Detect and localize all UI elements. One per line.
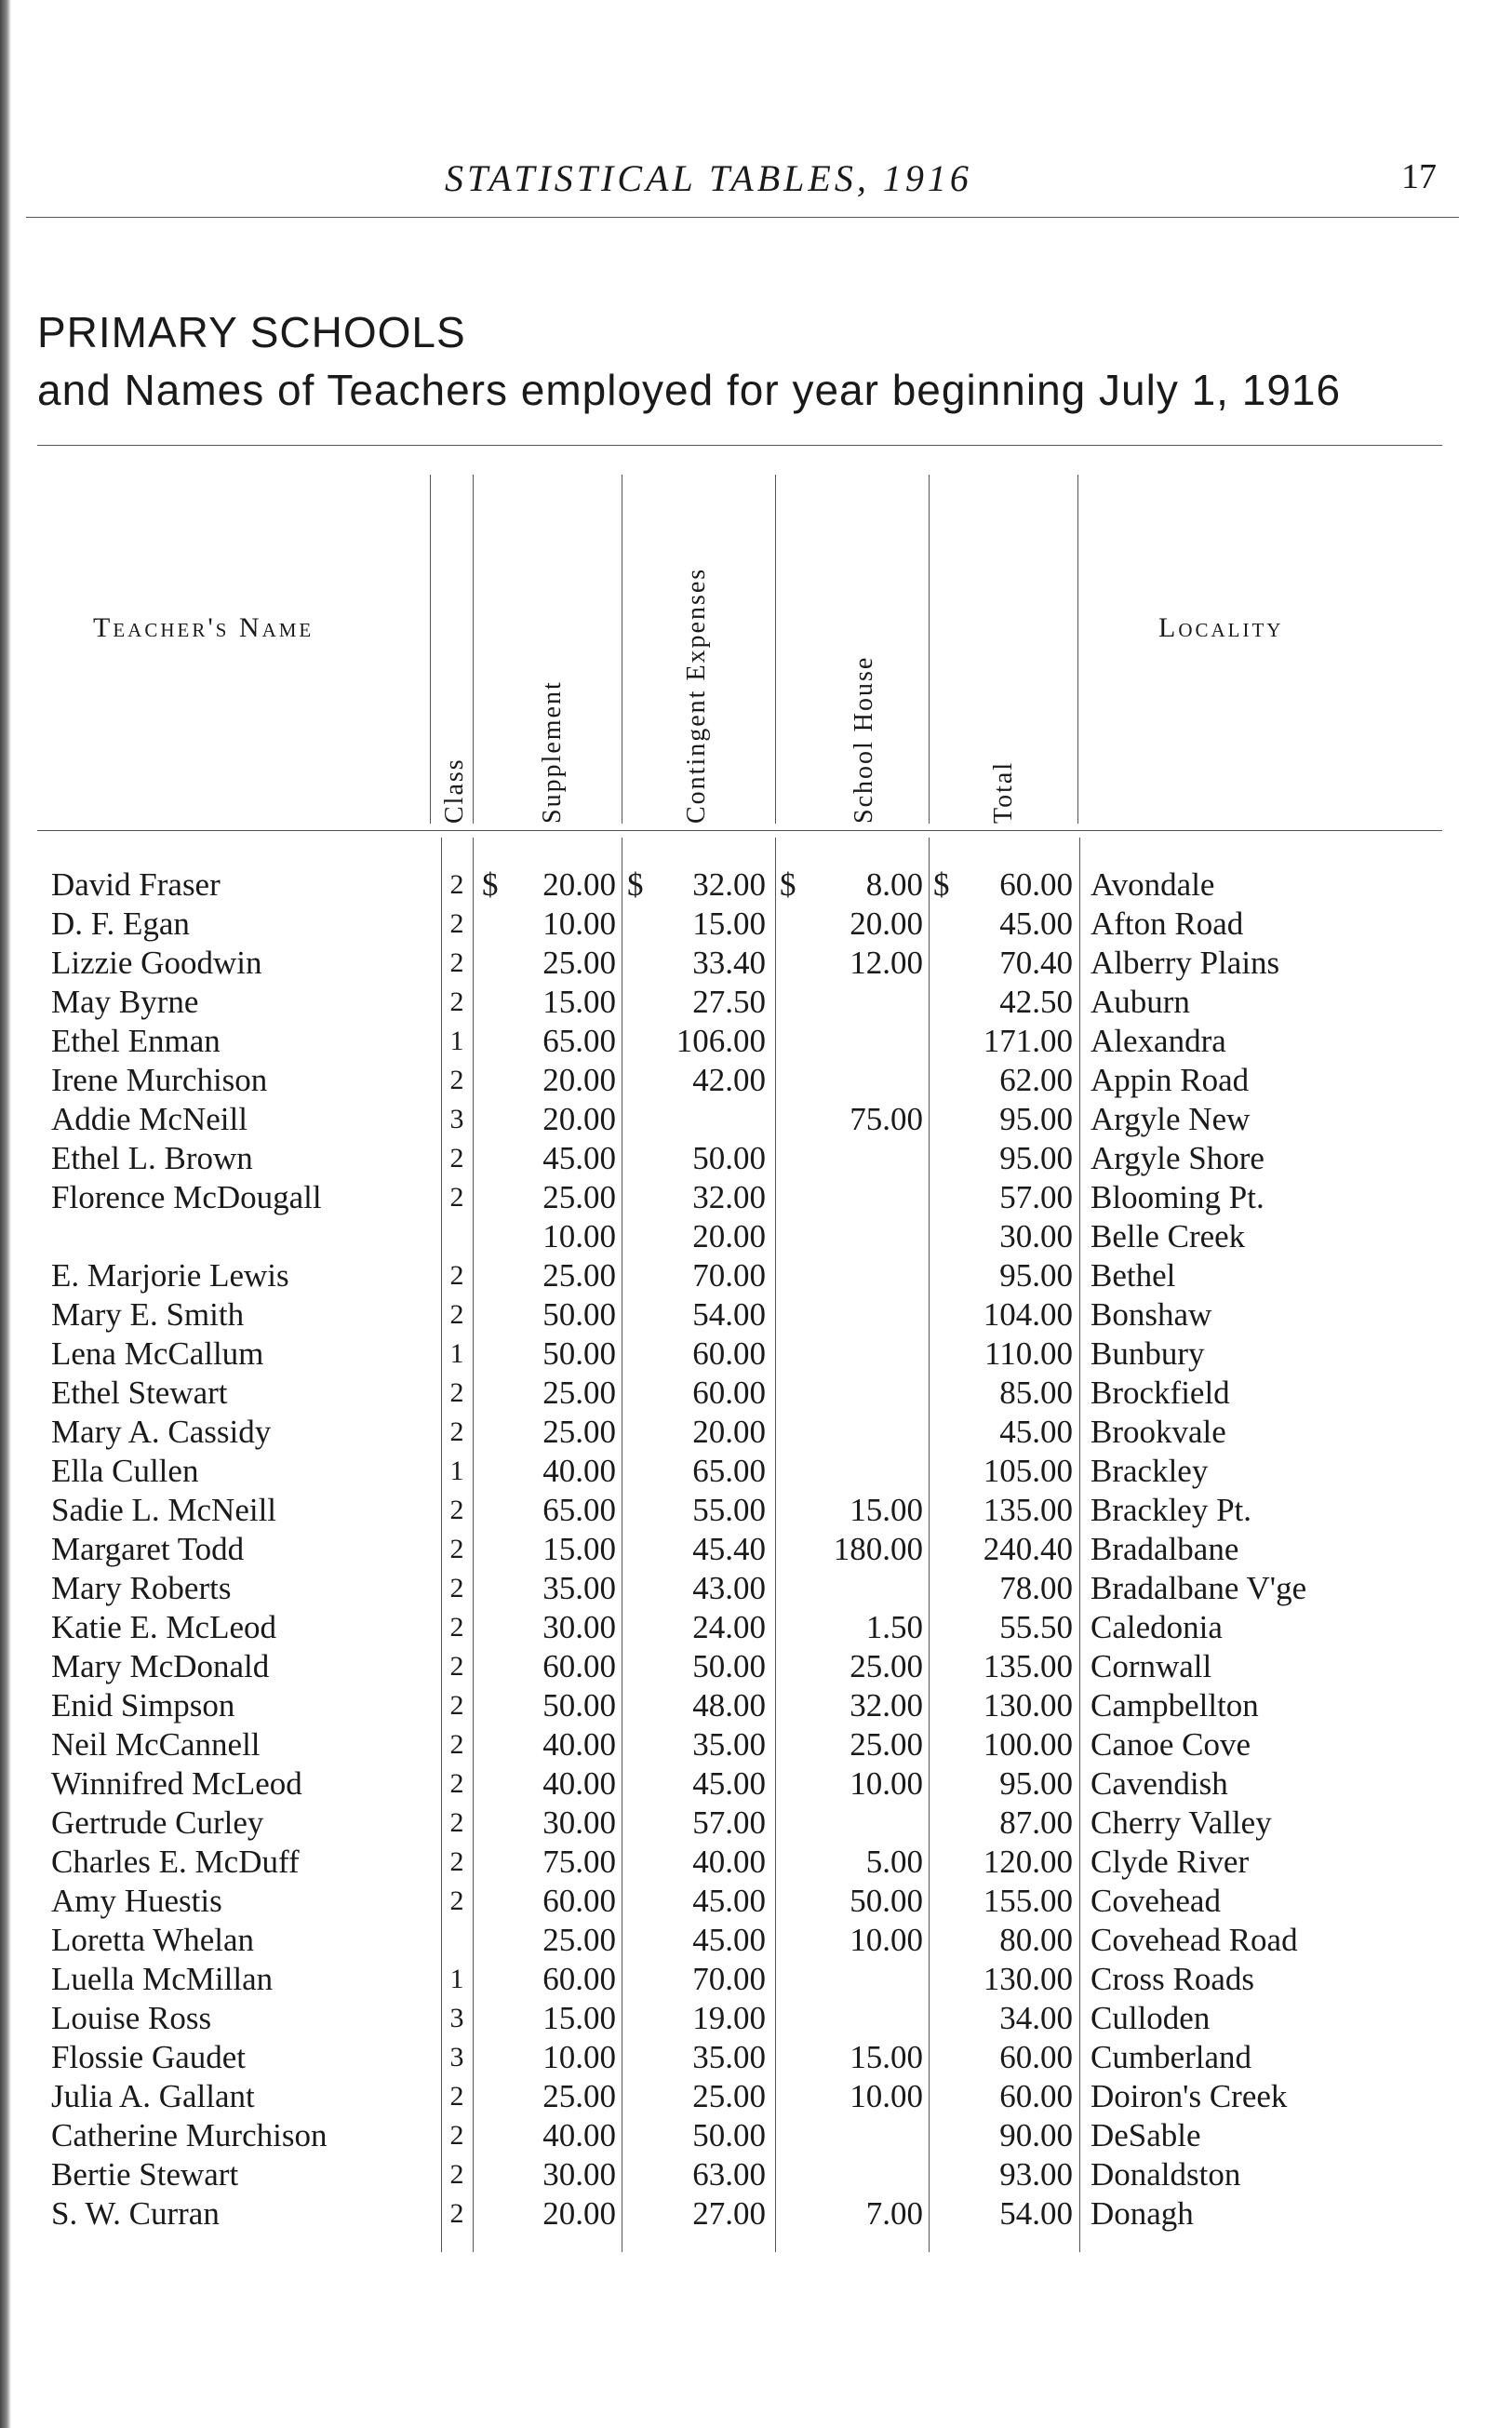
locality-cell: Alexandra	[1091, 1023, 1226, 1059]
teacher-name-cell: Catherine Murchison	[51, 2117, 328, 2153]
locality-cell: Alberry Plains	[1091, 945, 1280, 981]
class-cell: 1	[449, 1338, 464, 1369]
class-cell: 2	[449, 1573, 464, 1603]
locality-cell: Appin Road	[1091, 1062, 1250, 1098]
supplement-cell: 30.00	[542, 2156, 616, 2193]
header-divider	[1077, 475, 1078, 824]
header-teacher-name: Teacher's Name	[93, 612, 314, 643]
header-total: Total	[989, 760, 1018, 824]
supplement-cell: 25.00	[542, 2078, 616, 2114]
header-divider	[430, 475, 431, 824]
teacher-name-cell: Mary E. Smith	[51, 1296, 245, 1333]
table-row	[0, 1295, 1512, 1335]
teacher-name-cell: Loretta Whelan	[51, 1922, 254, 1958]
locality-cell: Bunbury	[1091, 1335, 1205, 1372]
locality-cell: Brockfield	[1091, 1375, 1230, 1411]
contingent-cell: 20.00	[692, 1414, 766, 1450]
class-cell: 2	[449, 1495, 464, 1525]
supplement-cell: 15.00	[542, 984, 616, 1020]
school-house-cell: 32.00	[850, 1687, 923, 1724]
class-cell: 2	[449, 1260, 464, 1291]
supplement-cell: 35.00	[542, 1570, 616, 1606]
supplement-cell: 20.00	[542, 866, 616, 903]
header-school-house: School House	[850, 655, 878, 824]
section-subtitle: and Names of Teachers employed for year beginning July 1, 1916	[37, 366, 1342, 414]
class-cell: 2	[449, 2081, 464, 2112]
class-cell: 3	[449, 2042, 464, 2073]
supplement-cell: 10.00	[542, 2039, 616, 2075]
class-cell: 2	[449, 947, 464, 978]
teacher-name-cell: David Fraser	[51, 866, 221, 903]
locality-cell: Brookvale	[1091, 1414, 1226, 1450]
contingent-cell: 27.50	[692, 984, 766, 1020]
supplement-cell: 40.00	[542, 1726, 616, 1763]
class-cell: 2	[449, 1729, 464, 1760]
supplement-cell: 10.00	[542, 1218, 616, 1254]
header-divider	[929, 475, 930, 824]
total-cell: 85.00	[999, 1375, 1073, 1411]
teacher-name-cell: Amy Huestis	[51, 1883, 222, 1919]
total-cell: 78.00	[999, 1570, 1073, 1606]
locality-cell: Afton Road	[1091, 905, 1244, 942]
table-row	[0, 1882, 1512, 1921]
teacher-name-cell: Ethel Enman	[51, 1023, 221, 1059]
total-cell: 90.00	[999, 2117, 1073, 2153]
teacher-name-cell: Addie McNeill	[51, 1101, 248, 1137]
total-cell: 93.00	[999, 2156, 1073, 2193]
running-head	[0, 156, 1512, 203]
contingent-cell: 45.00	[692, 1765, 766, 1802]
school-house-cell: 20.00	[850, 905, 923, 942]
table-row	[0, 1217, 1512, 1256]
locality-cell: Belle Creek	[1091, 1218, 1246, 1254]
contingent-cell: 42.00	[692, 1062, 766, 1098]
contingent-cell: 27.00	[692, 2195, 766, 2232]
teacher-name-cell: Lena McCallum	[51, 1335, 264, 1372]
table-row	[0, 1569, 1512, 1608]
supplement-cell: 75.00	[542, 1844, 616, 1880]
table-row	[0, 1960, 1512, 1999]
class-cell: 1	[449, 1455, 464, 1486]
locality-cell: DeSable	[1091, 2117, 1201, 2153]
school-house-cell: 7.00	[865, 2195, 923, 2232]
locality-cell: Bradalbane	[1091, 1531, 1239, 1567]
teacher-name-cell: Ethel Stewart	[51, 1375, 228, 1411]
table-row	[0, 1999, 1512, 2038]
total-cell: 60.00	[999, 866, 1073, 903]
contingent-cell: 65.00	[692, 1453, 766, 1489]
contingent-cell: 54.00	[692, 1296, 766, 1333]
supplement-cell: 40.00	[542, 1765, 616, 1802]
table-row	[0, 1804, 1512, 1843]
supplement-cell: 10.00	[542, 905, 616, 942]
locality-cell: Canoe Cove	[1091, 1726, 1251, 1763]
header-supplement: Supplement	[538, 680, 567, 824]
teacher-name-cell: Margaret Todd	[51, 1531, 245, 1567]
class-cell: 2	[449, 1768, 464, 1799]
locality-cell: Bradalbane V'ge	[1091, 1570, 1307, 1606]
contingent-currency-symbol: $	[627, 866, 644, 903]
supplement-cell: 25.00	[542, 1375, 616, 1411]
contingent-cell: 70.00	[692, 1257, 766, 1294]
total-cell: 155.00	[983, 1883, 1073, 1919]
locality-cell: Donaldston	[1091, 2156, 1241, 2193]
locality-cell: Cornwall	[1091, 1648, 1212, 1684]
teacher-name-cell: Winnifred McLeod	[51, 1765, 302, 1802]
school-house-cell: 15.00	[850, 1492, 923, 1528]
total-cell: 110.00	[984, 1335, 1073, 1372]
total-cell: 95.00	[999, 1257, 1073, 1294]
teacher-name-cell: Irene Murchison	[51, 1062, 268, 1098]
contingent-cell: 33.40	[692, 945, 766, 981]
total-cell: 135.00	[983, 1492, 1073, 1528]
table-row	[0, 1647, 1512, 1686]
locality-cell: Blooming Pt.	[1091, 1179, 1264, 1215]
table-row	[0, 1100, 1512, 1139]
contingent-cell: 40.00	[692, 1844, 766, 1880]
teacher-name-cell: Julia A. Gallant	[51, 2078, 255, 2114]
supplement-cell: 50.00	[542, 1687, 616, 1724]
supplement-cell: 50.00	[542, 1335, 616, 1372]
header-locality: Locality	[1158, 612, 1284, 643]
total-cell: 95.00	[999, 1765, 1073, 1802]
school-house-cell: 1.50	[865, 1609, 923, 1645]
teacher-name-cell: Florence McDougall	[51, 1179, 322, 1215]
contingent-cell: 50.00	[692, 2117, 766, 2153]
total-cell: 130.00	[983, 1961, 1073, 1997]
class-cell: 2	[449, 1690, 464, 1721]
contingent-cell: 60.00	[692, 1335, 766, 1372]
total-cell: 34.00	[999, 2000, 1073, 2036]
class-cell: 2	[449, 2159, 464, 2190]
total-cell: 95.00	[999, 1140, 1073, 1176]
teacher-name-cell: May Byrne	[51, 984, 199, 1020]
contingent-cell: 25.00	[692, 2078, 766, 2114]
class-cell: 2	[449, 2198, 464, 2229]
class-cell: 2	[449, 1612, 464, 1643]
table-row	[0, 1530, 1512, 1569]
supplement-currency-symbol: $	[482, 866, 499, 903]
teacher-name-cell: E. Marjorie Lewis	[51, 1257, 289, 1294]
locality-cell: Brackley Pt.	[1091, 1492, 1252, 1528]
total-cell: 45.00	[999, 905, 1073, 942]
locality-cell: Argyle New	[1091, 1101, 1251, 1137]
school-house-cell: 15.00	[850, 2039, 923, 2075]
class-cell: 2	[449, 1065, 464, 1095]
supplement-cell: 60.00	[542, 1648, 616, 1684]
table-row	[0, 1413, 1512, 1452]
locality-cell: Cherry Valley	[1091, 1804, 1272, 1841]
supplement-cell: 45.00	[542, 1140, 616, 1176]
teacher-name-cell: Louise Ross	[51, 2000, 212, 2036]
contingent-cell: 45.00	[692, 1883, 766, 1919]
supplement-cell: 25.00	[542, 1257, 616, 1294]
header-rule	[37, 830, 1442, 831]
teacher-name-cell: Enid Simpson	[51, 1687, 235, 1724]
school-house-cell: 8.00	[865, 866, 923, 903]
header-contingent-expenses: Contingent Expenses	[682, 567, 711, 824]
table-row	[0, 1764, 1512, 1804]
school-house-cell: 5.00	[865, 1844, 923, 1880]
total-cell: 55.50	[999, 1609, 1073, 1645]
table-row	[0, 1139, 1512, 1178]
total-cell: 57.00	[999, 1179, 1073, 1215]
contingent-cell: 48.00	[692, 1687, 766, 1724]
table-row	[0, 2116, 1512, 2155]
teacher-name-cell: Ella Cullen	[51, 1453, 199, 1489]
contingent-cell: 35.00	[692, 1726, 766, 1763]
teacher-name-cell: Sadie L. McNeill	[51, 1492, 277, 1528]
supplement-cell: 25.00	[542, 1179, 616, 1215]
contingent-cell: 57.00	[692, 1804, 766, 1841]
supplement-cell: 30.00	[542, 1804, 616, 1841]
section-title: PRIMARY SCHOOLS	[37, 308, 466, 356]
table-row	[0, 2038, 1512, 2077]
school-house-cell: 10.00	[850, 2078, 923, 2114]
supplement-cell: 60.00	[542, 1961, 616, 1997]
table-row	[0, 1491, 1512, 1530]
contingent-cell: 60.00	[692, 1375, 766, 1411]
total-cell: 60.00	[999, 2039, 1073, 2075]
total-cell: 80.00	[999, 1922, 1073, 1958]
class-cell: 2	[449, 986, 464, 1017]
table-row	[0, 905, 1512, 944]
class-cell: 2	[449, 1651, 464, 1682]
total-cell: 104.00	[983, 1296, 1073, 1333]
total-cell: 95.00	[999, 1101, 1073, 1137]
school-house-cell: 10.00	[850, 1765, 923, 1802]
total-cell: 100.00	[983, 1726, 1073, 1763]
contingent-cell: 106.00	[676, 1023, 766, 1059]
teacher-name-cell: Charles E. McDuff	[51, 1844, 300, 1880]
class-cell: 2	[449, 2120, 464, 2151]
table-row	[0, 1686, 1512, 1725]
contingent-cell: 50.00	[692, 1140, 766, 1176]
locality-cell: Cross Roads	[1091, 1961, 1254, 1997]
teacher-name-cell: Bertie Stewart	[51, 2156, 239, 2193]
total-cell: 60.00	[999, 2078, 1073, 2114]
teacher-name-cell: Mary McDonald	[51, 1648, 270, 1684]
total-cell: 240.40	[983, 1531, 1073, 1567]
supplement-cell: 20.00	[542, 1062, 616, 1098]
table-row	[0, 1178, 1512, 1217]
locality-cell: Bonshaw	[1091, 1296, 1212, 1333]
contingent-cell: 20.00	[692, 1218, 766, 1254]
school-house-currency-symbol: $	[780, 866, 796, 903]
class-cell: 3	[449, 2003, 464, 2033]
total-cell: 45.00	[999, 1414, 1073, 1450]
contingent-cell: 32.00	[692, 1179, 766, 1215]
supplement-cell: 60.00	[542, 1883, 616, 1919]
locality-cell: Clyde River	[1091, 1844, 1250, 1880]
class-cell: 1	[449, 1964, 464, 1994]
locality-cell: Brackley	[1091, 1453, 1209, 1489]
total-cell: 30.00	[999, 1218, 1073, 1254]
teacher-name-cell: Neil McCannell	[51, 1726, 261, 1763]
locality-cell: Covehead Road	[1091, 1922, 1298, 1958]
total-cell: 120.00	[983, 1844, 1073, 1880]
class-cell: 2	[449, 1534, 464, 1564]
teacher-name-cell: Katie E. McLeod	[51, 1609, 276, 1645]
contingent-cell: 43.00	[692, 1570, 766, 1606]
supplement-cell: 25.00	[542, 945, 616, 981]
teacher-name-cell: Mary A. Cassidy	[51, 1414, 272, 1450]
class-cell: 2	[449, 908, 464, 939]
supplement-cell: 25.00	[542, 1414, 616, 1450]
supplement-cell: 25.00	[542, 1922, 616, 1958]
table-row	[0, 1335, 1512, 1374]
teacher-name-cell: Gertrude Curley	[51, 1804, 264, 1841]
table-row	[0, 2077, 1512, 2116]
contingent-cell: 55.00	[692, 1492, 766, 1528]
teacher-name-cell: S. W. Curran	[51, 2195, 220, 2232]
locality-cell: Auburn	[1091, 984, 1190, 1020]
contingent-cell: 35.00	[692, 2039, 766, 2075]
total-cell: 130.00	[983, 1687, 1073, 1724]
locality-cell: Bethel	[1091, 1257, 1176, 1294]
locality-cell: Argyle Shore	[1091, 1140, 1264, 1176]
school-house-cell: 180.00	[833, 1531, 923, 1567]
table-row	[0, 1452, 1512, 1491]
table-row	[0, 1725, 1512, 1764]
contingent-cell: 70.00	[692, 1961, 766, 1997]
locality-cell: Donagh	[1091, 2195, 1194, 2232]
class-cell: 3	[449, 1104, 464, 1134]
table-row	[0, 1374, 1512, 1413]
locality-cell: Covehead	[1091, 1883, 1221, 1919]
page-number: 17	[1401, 157, 1437, 196]
school-house-cell: 25.00	[850, 1648, 923, 1684]
table-row	[0, 2155, 1512, 2194]
class-cell: 2	[449, 1416, 464, 1447]
supplement-cell: 40.00	[542, 2117, 616, 2153]
teacher-name-cell: Flossie Gaudet	[51, 2039, 247, 2075]
school-house-cell: 12.00	[850, 945, 923, 981]
locality-cell: Campbellton	[1091, 1687, 1259, 1724]
header-class: Class	[440, 758, 469, 824]
contingent-cell: 24.00	[692, 1609, 766, 1645]
total-cell: 87.00	[999, 1804, 1073, 1841]
teacher-name-cell: D. F. Egan	[51, 905, 190, 942]
class-cell: 2	[449, 1377, 464, 1408]
locality-cell: Cumberland	[1091, 2039, 1252, 2075]
supplement-cell: 65.00	[542, 1492, 616, 1528]
contingent-cell: 19.00	[692, 2000, 766, 2036]
total-cell: 70.40	[999, 945, 1073, 981]
contingent-cell: 32.00	[692, 866, 766, 903]
teacher-name-cell: Mary Roberts	[51, 1570, 232, 1606]
total-cell: 62.00	[999, 1062, 1073, 1098]
total-cell: 135.00	[983, 1648, 1073, 1684]
table-row	[0, 2194, 1512, 2233]
header-divider	[473, 475, 474, 824]
teacher-name-cell: Luella McMillan	[51, 1961, 274, 1997]
running-head-rule	[26, 217, 1459, 218]
total-cell: 54.00	[999, 2195, 1073, 2232]
supplement-cell: 30.00	[542, 1609, 616, 1645]
table-row	[0, 1256, 1512, 1295]
table-row	[0, 1608, 1512, 1647]
supplement-cell: 40.00	[542, 1453, 616, 1489]
class-cell: 2	[449, 869, 464, 900]
contingent-cell: 63.00	[692, 2156, 766, 2193]
supplement-cell: 15.00	[542, 1531, 616, 1567]
school-house-cell: 75.00	[850, 1101, 923, 1137]
table-row	[0, 944, 1512, 983]
contingent-cell: 15.00	[692, 905, 766, 942]
school-house-cell: 25.00	[850, 1726, 923, 1763]
table-row	[0, 1921, 1512, 1960]
class-cell: 2	[449, 1299, 464, 1330]
header-divider	[775, 475, 776, 824]
supplement-cell: 65.00	[542, 1023, 616, 1059]
supplement-cell: 20.00	[542, 1101, 616, 1137]
total-currency-symbol: $	[933, 866, 950, 903]
teacher-name-cell: Lizzie Goodwin	[51, 945, 262, 981]
contingent-cell: 45.00	[692, 1922, 766, 1958]
running-head-title: STATISTICAL TABLES, 1916	[445, 157, 972, 199]
locality-cell: Doiron's Creek	[1091, 2078, 1288, 2114]
class-cell: 2	[449, 1182, 464, 1213]
table-row	[0, 1022, 1512, 1061]
locality-cell: Culloden	[1091, 2000, 1211, 2036]
title-rule	[37, 445, 1442, 446]
table-row	[0, 1843, 1512, 1882]
table-row	[0, 983, 1512, 1022]
class-cell: 2	[449, 1807, 464, 1838]
supplement-cell: 50.00	[542, 1296, 616, 1333]
teacher-name-cell: Ethel L. Brown	[51, 1140, 253, 1176]
locality-cell: Cavendish	[1091, 1765, 1228, 1802]
supplement-cell: 20.00	[542, 2195, 616, 2232]
table-row	[0, 1061, 1512, 1100]
class-cell: 2	[449, 1143, 464, 1174]
total-cell: 171.00	[983, 1023, 1073, 1059]
table-row	[0, 865, 1512, 905]
supplement-cell: 15.00	[542, 2000, 616, 2036]
total-cell: 42.50	[999, 984, 1073, 1020]
class-cell: 1	[449, 1026, 464, 1056]
total-cell: 105.00	[983, 1453, 1073, 1489]
school-house-cell: 50.00	[850, 1883, 923, 1919]
contingent-cell: 50.00	[692, 1648, 766, 1684]
locality-cell: Caledonia	[1091, 1609, 1223, 1645]
class-cell: 2	[449, 1846, 464, 1877]
school-house-cell: 10.00	[850, 1922, 923, 1958]
class-cell: 2	[449, 1885, 464, 1916]
locality-cell: Avondale	[1091, 866, 1215, 903]
contingent-cell: 45.40	[692, 1531, 766, 1567]
